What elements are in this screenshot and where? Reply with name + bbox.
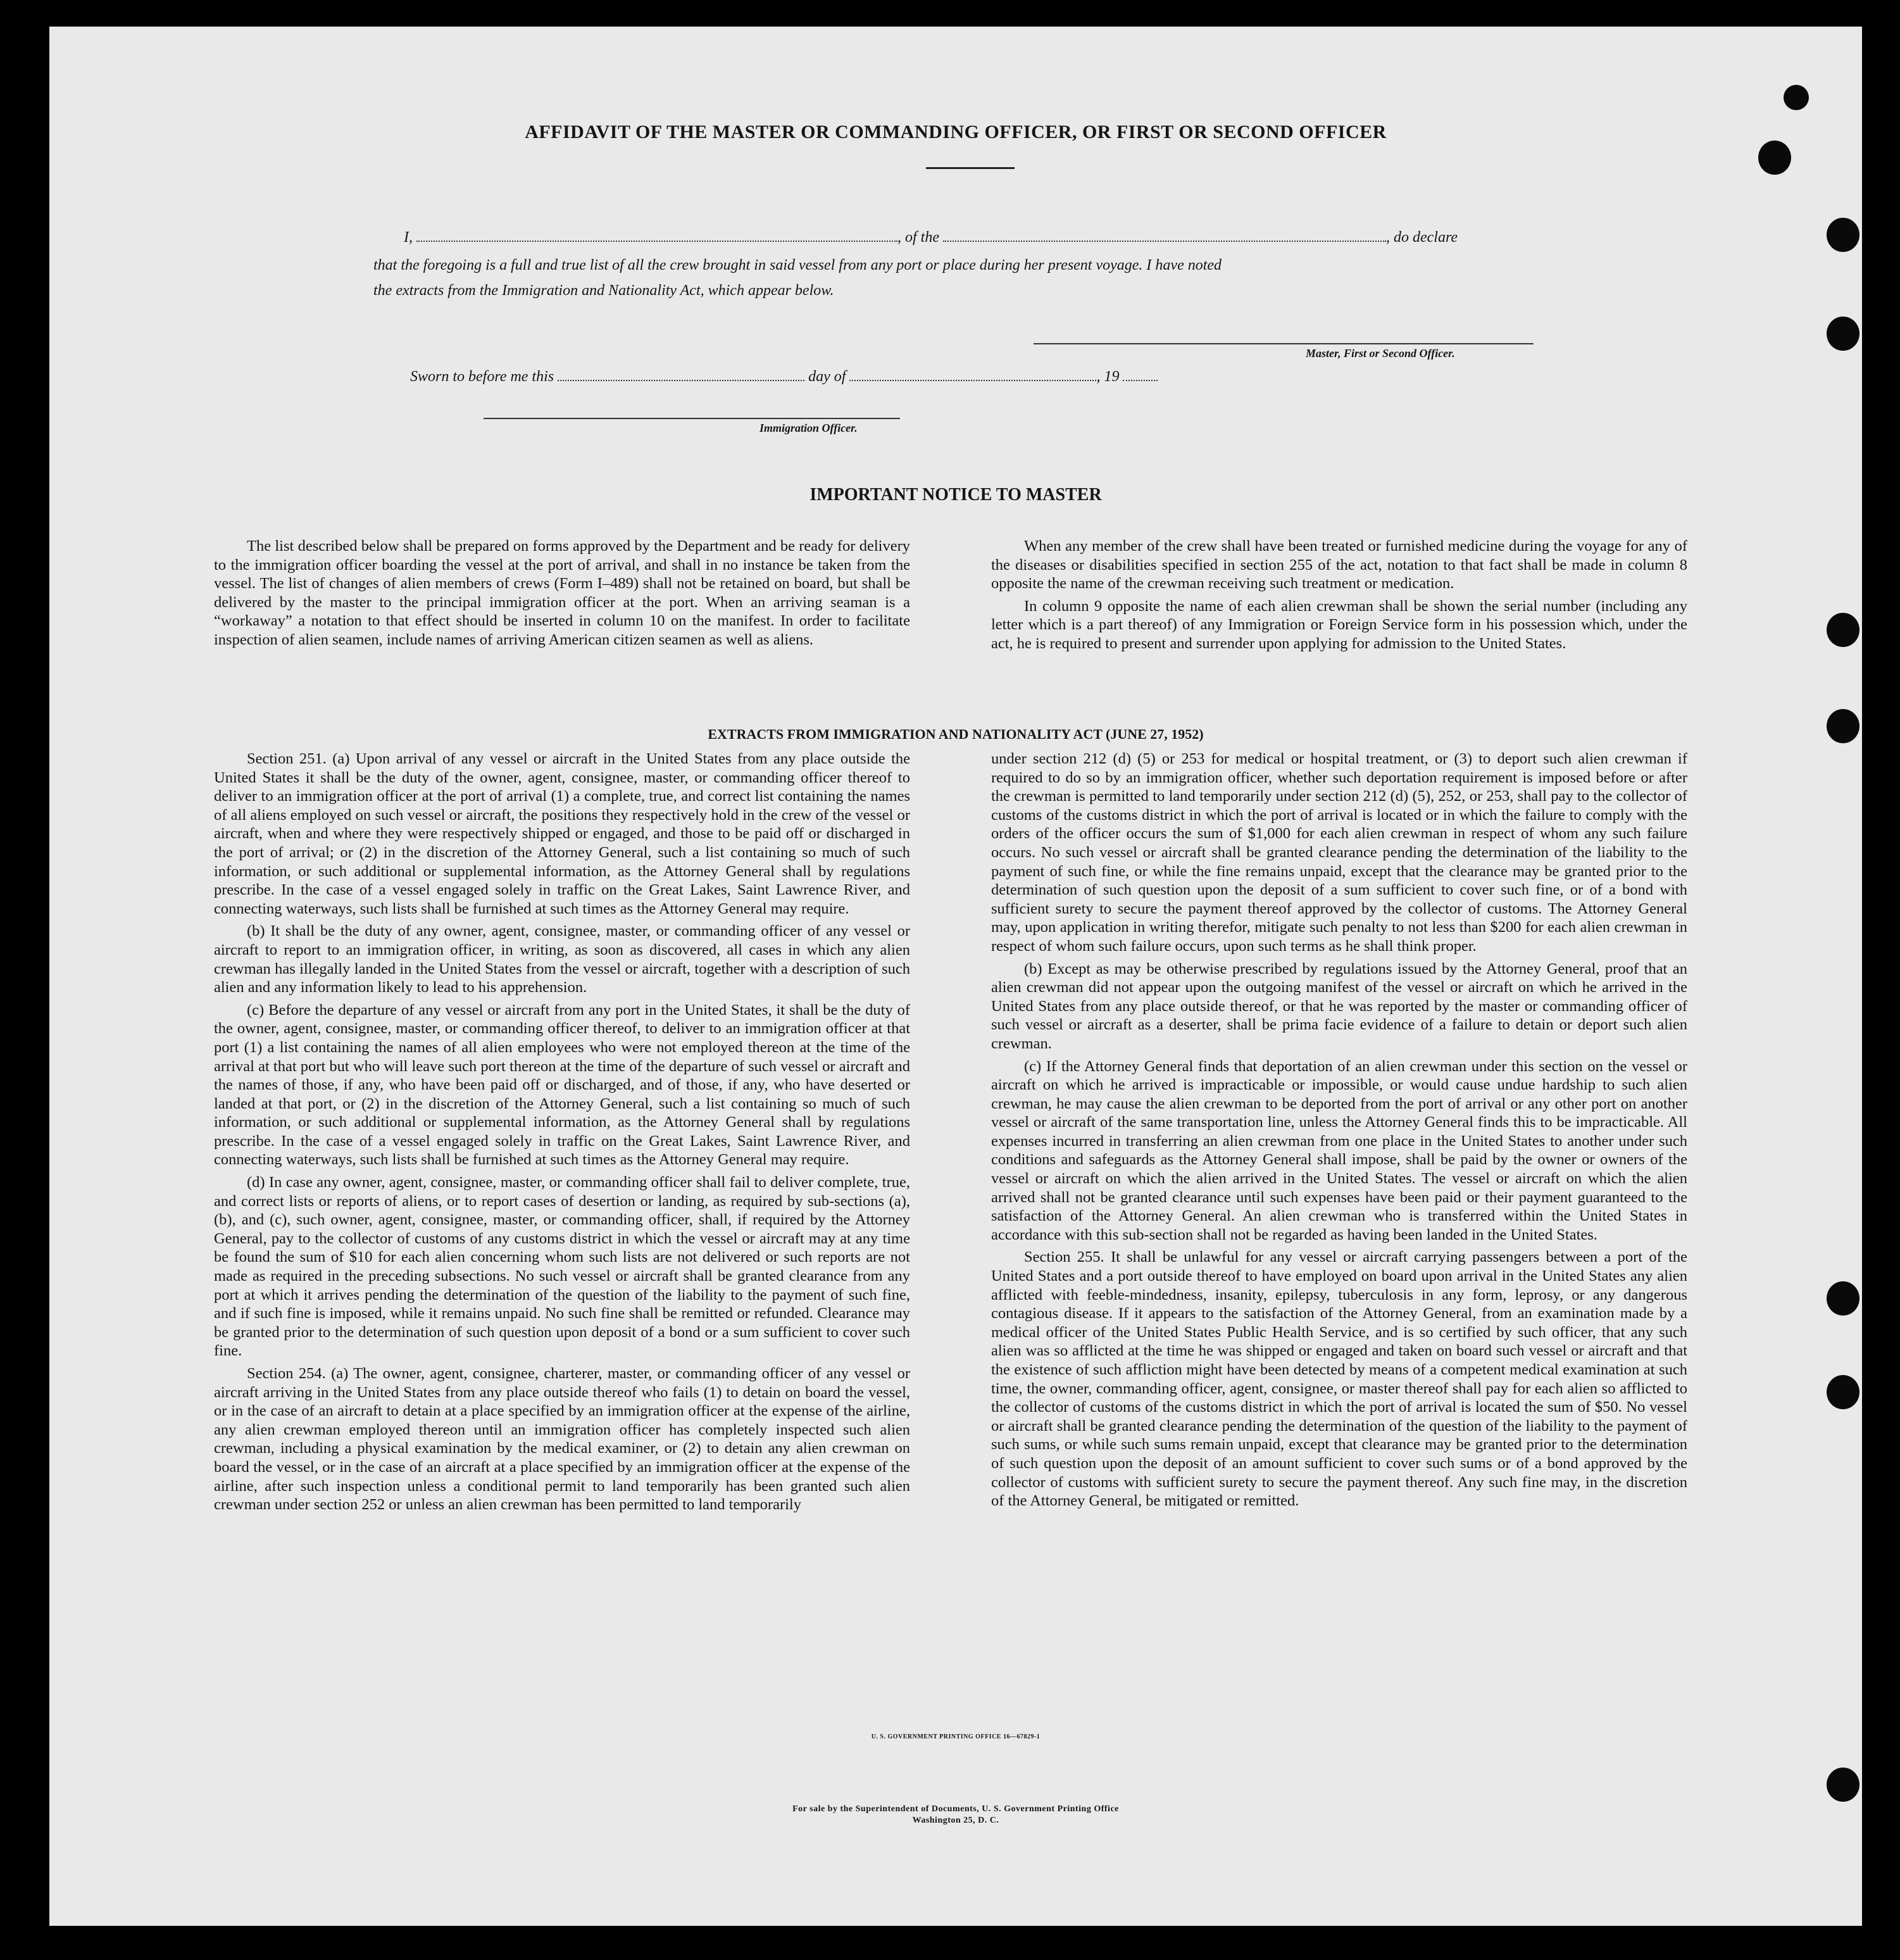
section-251a: Section 251. (a) Upon arrival of any vessel or aircraft in the United States from any place outside the United States it shall be the duty of the owner, agent, consignee, master, or commanding officer thereof to deliver to an immigration officer at the port of arrival (1) a complete, true, and correct list containing the names of all aliens employed on such vessel or aircraft, the positions they respectively hold in the crew of the vessel or aircraft, when and where they were respectively shipped or engaged, and those to be paid off or discharged in the port of arrival; or (2) in the discretion of the Attorney General, such a list containing so much of such information, or such additional or supplemental information, as the Attorney General shall by regulations prescribe. In the case of a vessel engaged solely in traffic on the Great Lakes, Saint Lawrence River, and connecting waterways, such lists shall be furnished at such times as the Attorney General may require. — [214, 750, 910, 917]
for-sale-line-2: Washington 25, D. C. — [912, 1816, 999, 1825]
officer-signature-line — [484, 418, 900, 419]
year-blank — [1123, 367, 1158, 381]
section-255: Section 255. It shall be unlawful for any vessel or aircraft carrying passengers between a port of the United States and a port outside thereof to have employed on board upon arrival in the United States any alien afflicted with feeble-mindedness, insanity, epilepsy, tuberculosis in any form, leprosy, or any dangerous contagious disease. If it appears to the satisfaction of the Attorney General, from an examination made by a medical officer of the United States Public Health Service, and is so certified by such officer, that any such alien was so afflicted at the time he was shipped or engaged and taken on board such vessel or aircraft and that the existence of such affliction might have been detected by means of a competent medical examination at such time, the owner, commanding officer, agent, consignee, or master thereof shall pay for each alien so afflicted to the collector of customs of the customs district in which the port of arrival is located the sum of $50. No vessel or aircraft shall be granted clearance pending the determination of the question of the liability to the payment of such sums, or while such sums remain unpaid, except that clearance may be granted prior to the determination of such question upon the deposit of an amount sufficient to cover such sums or of a bond approved by the collector of customs with sufficient surety to secure the payment thereof. Any such fine may, in the discretion of the Attorney General, be mitigated or remitted. — [991, 1248, 1687, 1510]
section-254a: Section 254. (a) The owner, agent, consignee, charterer, master, or commanding officer of any vessel or aircraft arriving in the United States from any place outside thereof who fails (1) to detain on board the vessel, or in the case of an aircraft to detain at a place specified by an immigration officer at the expense of the airline, any alien crewman employed thereon until an immigration officer has completely inspected such alien crewman, including a physical examination by the medical examiner, or (2) to detain any alien crewman on board the vessel, or in the case of an aircraft at a place specified by an immigration officer at the expense of the airline, after such inspection unless a conditional permit to land temporarily has been granted such alien crewman under section 252 or unless an alien crewman has been permitted to land temporarily — [214, 1365, 910, 1514]
extracts-left-column — [214, 750, 910, 1518]
for-sale-line-1: For sale by the Superintendent of Documents, U. S. Government Printing Office — [792, 1804, 1119, 1814]
do-declare-label: , do declare — [1386, 229, 1458, 246]
punch-hole — [1827, 613, 1859, 647]
extracts-right-column — [991, 750, 1687, 1514]
title-rule — [926, 167, 1015, 169]
section-254b: (b) Except as may be otherwise prescribed by regulations issued by the Attorney General, proof that an alien crewman did not appear upon the outgoing manifest of the vessel or aircraft on which he arrived in the United States from any place outside thereof, or that he was reported by the master or commanding officer of such vessel or aircraft as a deserter, shall be prima facie evidence of a failure to detain or deport such alien crewman. — [991, 960, 1687, 1052]
name-blank — [416, 228, 897, 242]
of-the-label: , of the — [897, 229, 939, 246]
extracts-title: EXTRACTS FROM IMMIGRATION AND NATIONALITY ACT (JUNE 27, 1952) — [708, 726, 1204, 742]
affidavit-title: AFFIDAVIT OF THE MASTER OR COMMANDING OFFICER, OR FIRST OR SECOND OFFICER — [525, 122, 1387, 142]
punch-hole — [1827, 1375, 1859, 1409]
notice-left-column — [214, 537, 910, 653]
punch-hole — [1827, 1768, 1859, 1802]
notice-left-paragraph: The list described below shall be prepared on forms approved by the Department and be ready for delivery to the immigration officer boarding the vessel at the port of arrival, and shall in no instance be taken from the vessel. The list of changes of alien members of crews (Form I–489) shall not be retained on board, but shall be delivered by the master to the principal immigration officer at the port. When an arriving seaman is a “workaway” a notation to that effect should be inserted in column 10 on the manifest. In order to facilitate inspection of alien seamen, include names of arriving American citizen seamen as well as aliens. — [214, 537, 910, 648]
sworn-line — [410, 367, 1158, 386]
punch-hole — [1827, 317, 1859, 351]
section-251b: (b) It shall be the duty of any owner, agent, consignee, master, or commanding officer of any vessel or aircraft to report to an immigration officer, in writing, as soon as discovered, all cases in which any alien crewman has illegally landed in the United States from the vessel or aircraft, together with a description of such alien and any information likely to lead to his apprehension. — [214, 922, 910, 996]
punch-hole — [1827, 1281, 1859, 1316]
month-blank — [849, 367, 1096, 381]
affidavit-i-label: I, — [404, 229, 413, 246]
section-254c: (c) If the Attorney General finds that deportation of an alien crewman under this section on the vessel or aircraft on which he arrived is impracticable or impossible, or would cause undue hardship to such alien crewman, he may cause the alien crewman to be deported from the port of arrival or any other port on another vessel or aircraft of the same transportation line, unless the Attorney General finds this to be impracticable. All expenses incurred in transferring an alien crewman from one place in the United States to another under such conditions and safeguards as the Attorney General shall impose, shall be paid by the owner or owners of the vessel or aircraft on which the alien arrived in the United States. The vessel or aircraft on which the alien arrived shall not be granted clearance until such expenses have been paid or their payment guaranteed to the satisfaction of the Attorney General. An alien crewman who is transferred within the United States in accordance with this sub-section shall not be regarded as having been landed in the United States. — [991, 1057, 1687, 1243]
punch-hole — [1784, 85, 1809, 110]
day-of-label: day of — [808, 368, 846, 385]
punch-hole — [1827, 218, 1859, 252]
sworn-label: Sworn to before me this — [410, 368, 554, 385]
section-254a-continued: under section 212 (d) (5) or 253 for medical or hospital treatment, or (3) to deport such alien crewman if required to do so by an immigration officer, whether such deportation requirement is imposed before or after the crewman is permitted to land temporarily under section 212 (d) (5), 252, or 253, shall pay to the collector of customs of the customs district in which the port of arrival is located or in which the failure to comply with the orders of the officer occurs the sum of $1,000 for each alien crewman in respect of whom any such failure occurs. No such vessel or aircraft shall be granted clearance pending the determination of the liability to the payment of such fine, or while the fine remains unpaid, except that the clearance may be granted prior to the determination of such question upon the deposit of a sum sufficient to cover such fine, or of a bond with sufficient surety to secure the payment thereof approved by the collector of customs. The Attorney General may, upon application in writing therefor, mitigate such penalty to not less than $200 for each alien crewman in respect of whom such failure occurs, upon such terms as he shall think proper. — [991, 750, 1687, 955]
master-signature-line — [1034, 343, 1534, 344]
officer-caption: Immigration Officer. — [759, 422, 858, 434]
affidavit-line-2: that the foregoing is a full and true list of all the crew brought in said vessel from any port or place during her present voyage. I have noted — [373, 257, 1222, 273]
notice-right-paragraph-1: When any member of the crew shall have been treated or furnished medicine during the voyage for any of the diseases or disabilities specified in section 255 of the act, notation to that fact shall be made in column 8 opposite the name of the crewman receiving such treatment or medication. — [991, 537, 1687, 593]
master-caption: Master, First or Second Officer. — [1306, 347, 1455, 360]
vessel-blank — [943, 228, 1386, 242]
year-label: , 19 — [1096, 368, 1120, 385]
punch-hole — [1827, 709, 1859, 743]
punch-hole — [1758, 141, 1791, 175]
notice-title: IMPORTANT NOTICE TO MASTER — [809, 485, 1102, 505]
affidavit-line-1 — [404, 228, 1458, 246]
section-251c: (c) Before the departure of any vessel or aircraft from any port in the United States, it shall be the duty of the owner, agent, consignee, master, or commanding officer thereof, to deliver to an immigration officer at that port (1) a list containing the names of all alien employees who were not employed thereon at the time of the arrival at that port but who will leave such port thereon at the time of the departure of such vessel or aircraft and the names of those, if any, who have been paid off or discharged, and of those, if any, who have deserted or landed at that port, or (2) in the discretion of the Attorney General, such a list containing so much of such information, or such additional or supplemental information, as the Attorney General shall by regulations prescribe. In the case of a vessel engaged solely in traffic on the Great Lakes, Saint Lawrence River, and connecting waterways, such lists shall be furnished at such times as the Attorney General may require. — [214, 1001, 910, 1169]
notice-right-column — [991, 537, 1687, 657]
affidavit-line-3: the extracts from the Immigration and Nationality Act, which appear below. — [373, 282, 834, 299]
printing-office-note: U. S. GOVERNMENT PRINTING OFFICE 16—67829-1 — [871, 1733, 1041, 1740]
section-251d: (d) In case any owner, agent, consignee, master, or commanding officer shall fail to deliver complete, true, and correct lists or reports of aliens, or to report cases of desertion or landing, as required by sub-sections (a), (b), and (c), such owner, agent, consignee, master, or commanding officer, shall, if required by the Attorney General, pay to the collector of customs of any customs district in which the vessel or aircraft may at any time be found the sum of $10 for each alien concerning whom such lists are not delivered or such reports are not made as required in the preceding subsections. No such vessel or aircraft shall be granted clearance from any port at which it arrives pending the determination of the question of the liability to the payment of such fine, and if such fine is imposed, while it remains unpaid. No such fine shall be remitted or refunded. Clearance may be granted prior to the determination of such question upon deposit of a bond or a sum sufficient to cover such fine. — [214, 1174, 910, 1360]
notice-right-paragraph-2: In column 9 opposite the name of each alien crewman shall be shown the serial number (including any letter which is a part thereof) of any Immigration or Foreign Service form in his possession which, under the act, he is required to present and surrender upon applying for admission to the United States. — [991, 597, 1687, 652]
document-page — [49, 27, 1862, 1926]
sworn-day-blank — [558, 367, 804, 381]
